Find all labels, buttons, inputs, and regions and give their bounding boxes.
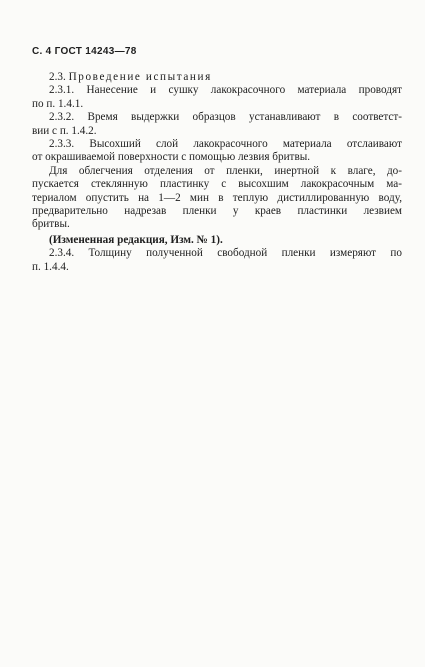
paragraph-line: бритвы.: [32, 218, 70, 231]
paragraph-line: вии с п. 1.4.2.: [32, 124, 97, 137]
paragraph-line: 2.3.4. Толщину полученной свободной пленки измеряют по: [49, 247, 402, 260]
paragraph-line: предварительно надрезав пленки у краев пластинки лезвием: [32, 205, 402, 218]
paragraph-line: 2.3.3. Высохший слой лакокрасочного материала отслаивают: [49, 138, 402, 151]
paragraph-line: Для облегчения отделения от пленки, инертной к влаге, до-: [49, 164, 402, 177]
section-heading: [32, 71, 402, 84]
paragraph-line: 2.3.2. Время выдержки образцов устанавливают в соответст-: [49, 111, 402, 124]
document-body: [32, 71, 402, 274]
page-header: С. 4 ГОСТ 14243—78: [32, 46, 137, 57]
paragraph-line: 2.3.1. Нанесение и сушку лакокрасочного материала проводят: [49, 84, 402, 97]
section-title: Проведение испытания: [68, 71, 212, 83]
paragraph-line: пускается стеклянную пластинку с высохшим лакокрасочным ма-: [32, 178, 402, 191]
paragraph-line: п. 1.4.4.: [32, 260, 69, 273]
amendment-note: (Измененная редакция, Изм. № 1).: [49, 233, 223, 246]
paragraph-line: териалом опустить на 1—2 мин в теплую дистиллированную воду,: [32, 191, 402, 204]
section-number: 2.3.: [49, 71, 66, 83]
paragraph-line: от окрашиваемой поверхности с помощью лезвия бритвы.: [32, 151, 311, 164]
paragraph-line: по п. 1.4.1.: [32, 97, 84, 110]
